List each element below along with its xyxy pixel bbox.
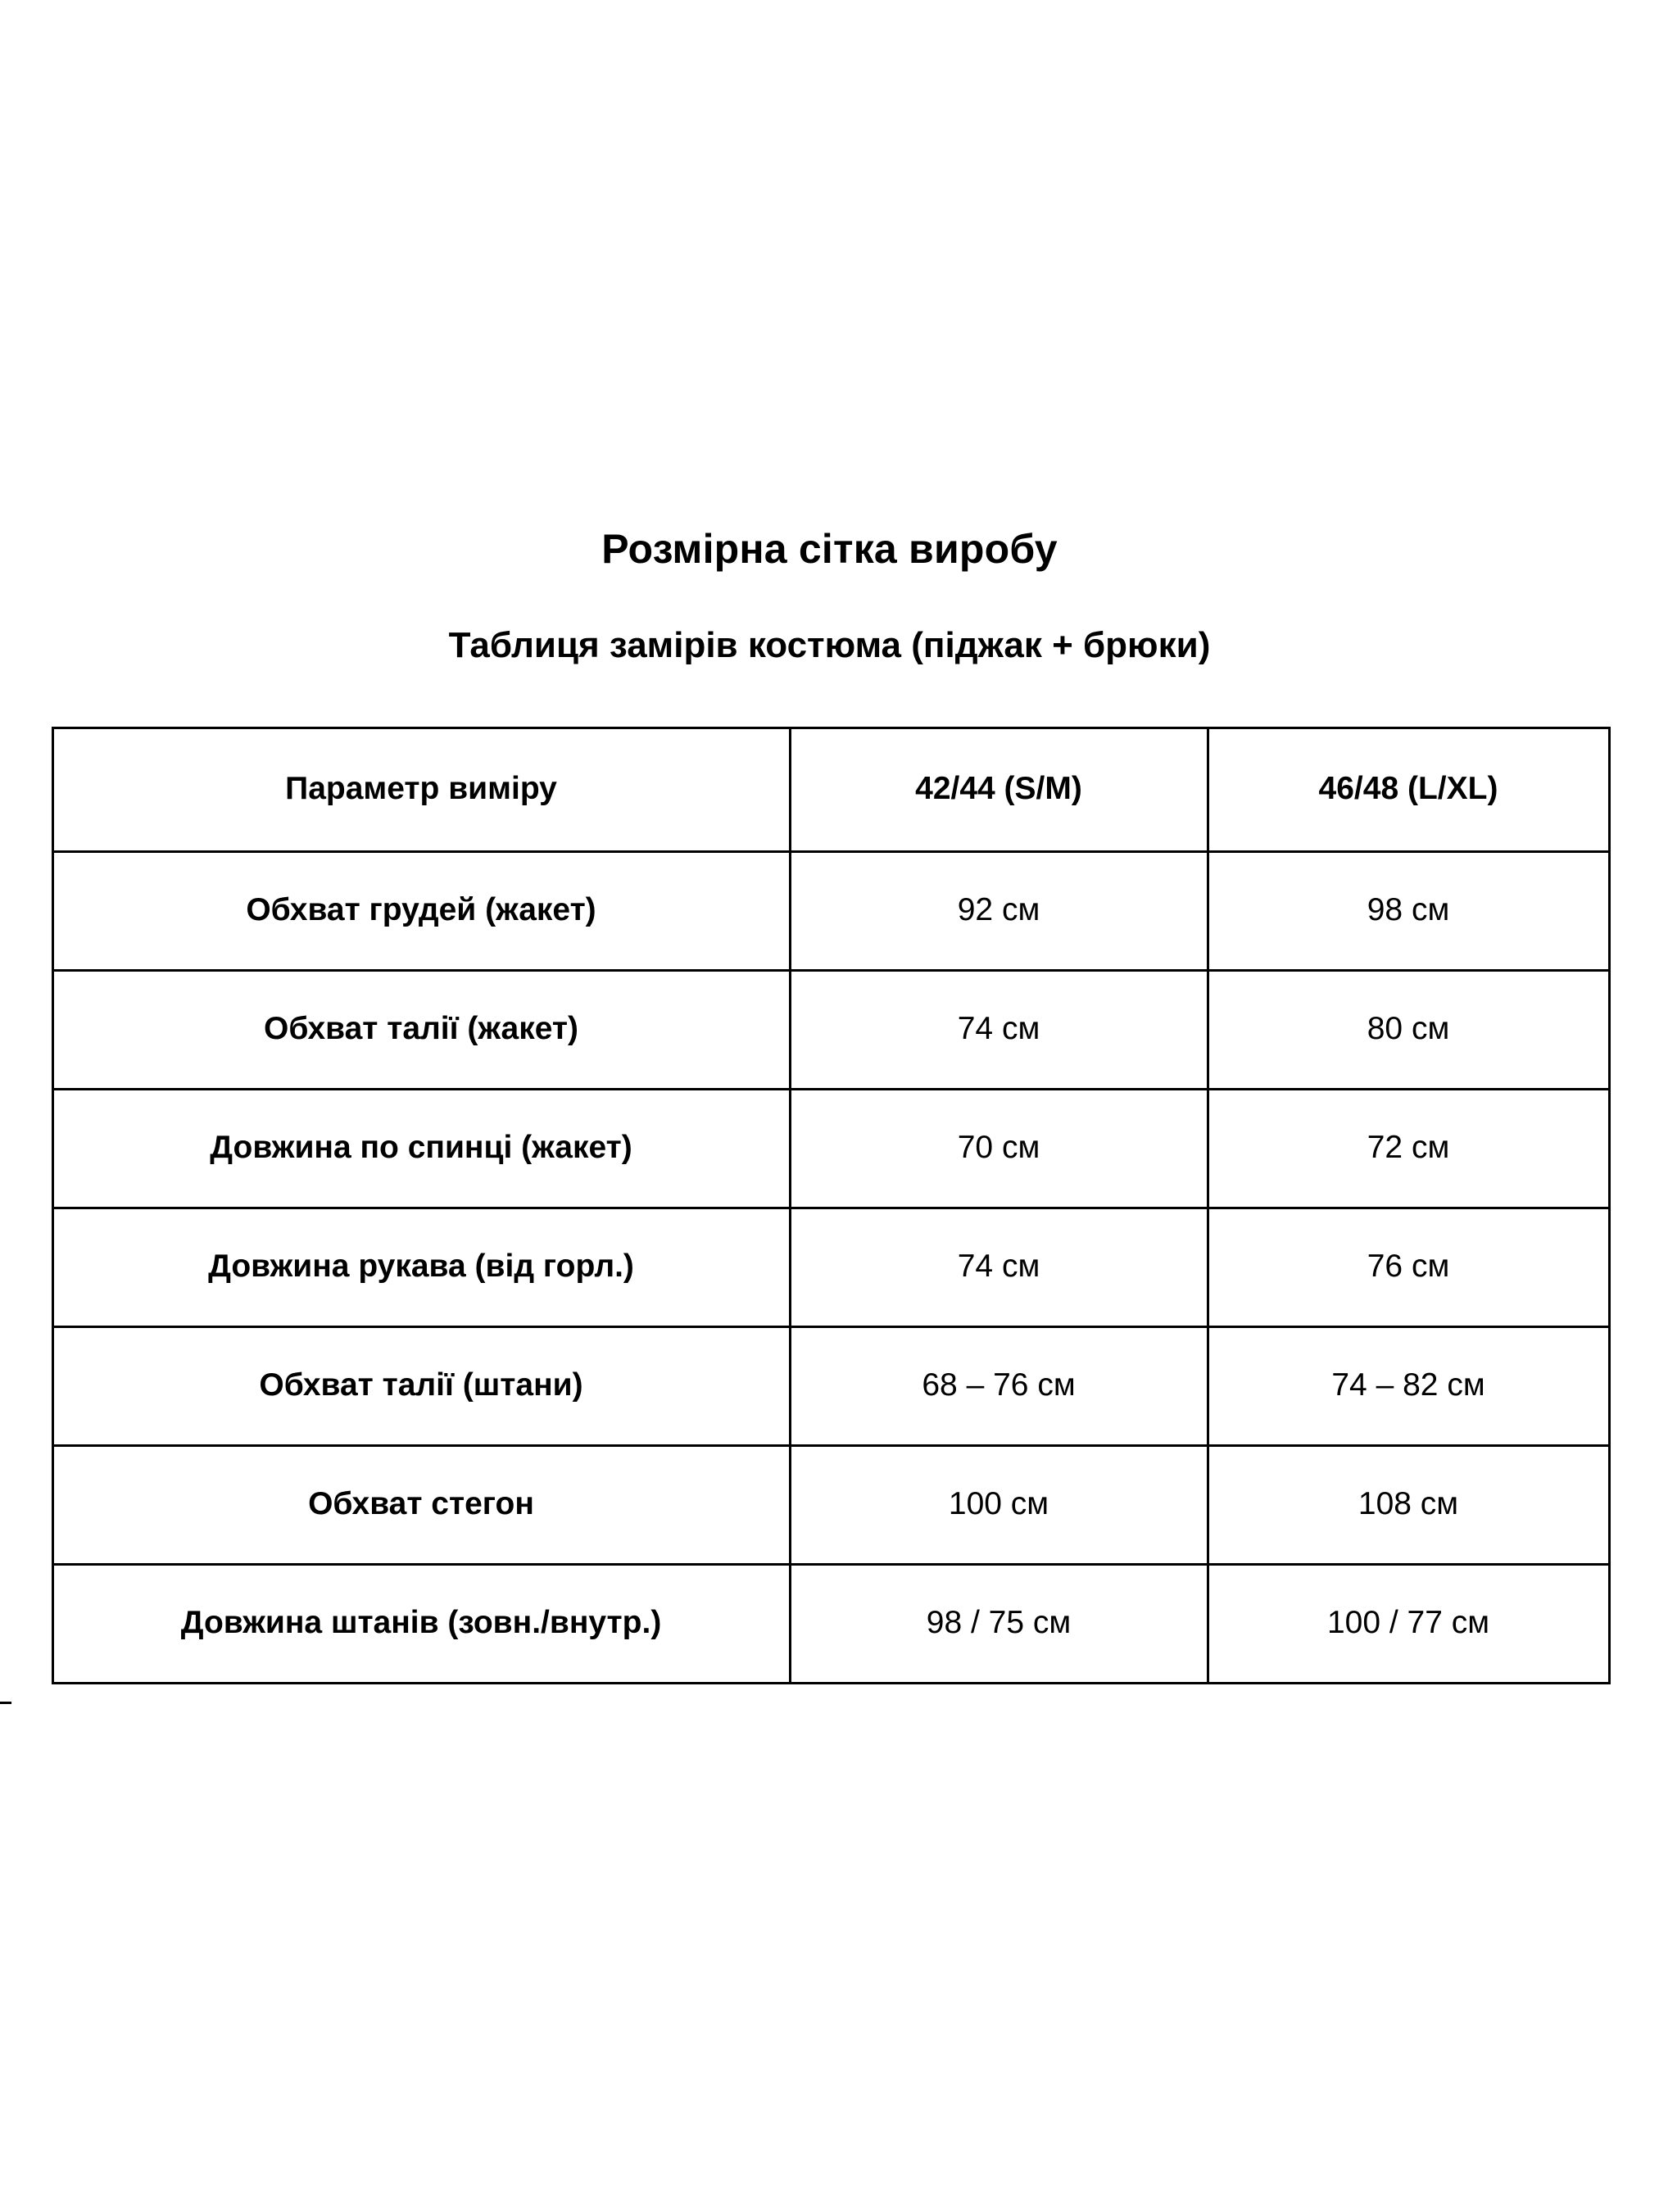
page-subtitle: Таблиця замірів костюма (піджак + брюки) [448, 625, 1211, 665]
row-label: Довжина по спинці (жакет) [52, 1089, 790, 1208]
row-label: Обхват грудей (жакет) [52, 851, 790, 970]
table-row [52, 1089, 1609, 1208]
row-value-lxl: 80 см [1208, 970, 1609, 1089]
table-body [52, 851, 1609, 1683]
column-header-size-lxl: 46/48 (L/XL) [1208, 728, 1609, 851]
row-value-sm: 74 см [790, 970, 1208, 1089]
size-table [52, 727, 1611, 1684]
table-row [52, 1208, 1609, 1326]
row-label: Обхват талії (жакет) [52, 970, 790, 1089]
table-row [52, 970, 1609, 1089]
row-value-sm: 70 см [790, 1089, 1208, 1208]
table-header-row [52, 728, 1609, 851]
row-label: Довжина рукава (від горл.) [52, 1208, 790, 1326]
row-label: Довжина штанів (зовн./внутр.) [52, 1564, 790, 1683]
row-value-lxl: 108 см [1208, 1445, 1609, 1564]
row-label: Обхват стегон [52, 1445, 790, 1564]
row-value-lxl: 100 / 77 см [1208, 1564, 1609, 1683]
table-row [52, 1326, 1609, 1445]
table-header [52, 728, 1609, 851]
row-value-lxl: 98 см [1208, 851, 1609, 970]
row-value-lxl: 74 – 82 см [1208, 1326, 1609, 1445]
column-header-parameter: Параметр виміру [52, 728, 790, 851]
edge-tick-mark [0, 1702, 11, 1704]
document-content [0, 524, 1659, 1684]
row-value-sm: 98 / 75 см [790, 1564, 1208, 1683]
row-value-sm: 68 – 76 см [790, 1326, 1208, 1445]
table-row [52, 1445, 1609, 1564]
row-value-sm: 100 см [790, 1445, 1208, 1564]
row-value-sm: 92 см [790, 851, 1208, 970]
column-header-size-sm: 42/44 (S/M) [790, 728, 1208, 851]
row-value-sm: 74 см [790, 1208, 1208, 1326]
table-row [52, 851, 1609, 970]
row-value-lxl: 76 см [1208, 1208, 1609, 1326]
page-title: Розмірна сітка виробу [601, 526, 1058, 572]
row-value-lxl: 72 см [1208, 1089, 1609, 1208]
size-table-container [52, 727, 1608, 1684]
row-label: Обхват талії (штани) [52, 1326, 790, 1445]
table-row [52, 1564, 1609, 1683]
